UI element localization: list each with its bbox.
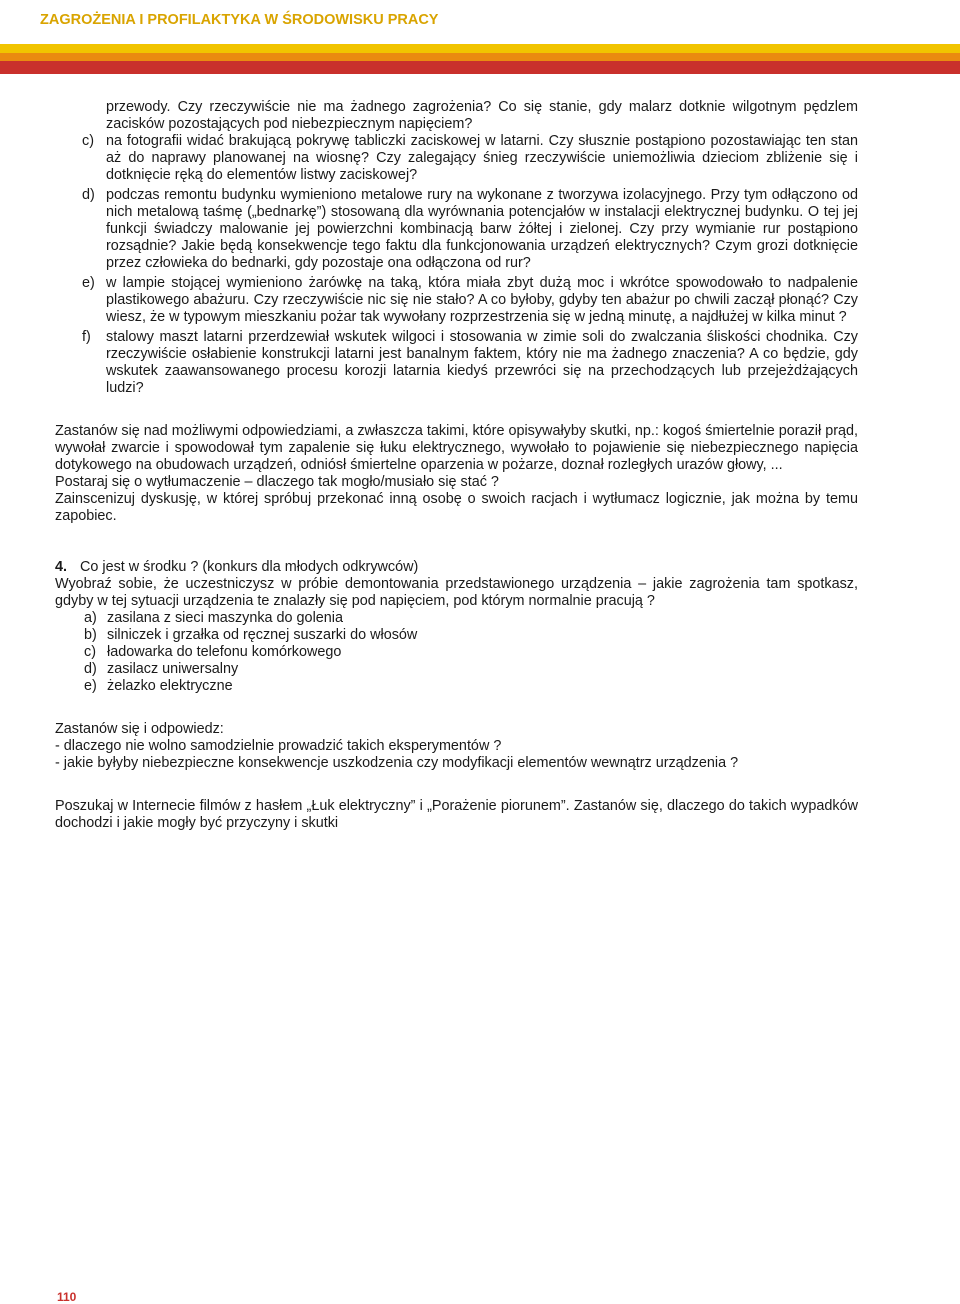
- list-item-f: [55, 329, 858, 397]
- list-item-c: [55, 133, 858, 184]
- search-paragraph: Poszukaj w Internecie filmów z hasłem „Łuk elektryczny” i „Porażenie piorunem”. Zastanów się, dlaczego do takich wypadków dochodzi i jakie mogły być przyczyny i skutki: [55, 798, 858, 831]
- page-content: [55, 99, 858, 832]
- header-band-orange: [0, 53, 960, 61]
- list-item-d: [55, 187, 858, 272]
- task-number: 4.: [55, 559, 68, 575]
- postaraj-line: Postaraj się o wytłumaczenie – dlaczego tak mogło/musiało się stać ?: [55, 474, 499, 490]
- task-title: Co jest w środku ? (konkurs dla młodych odkrywców): [80, 559, 419, 575]
- item-text: zasilacz uniwersalny: [107, 661, 239, 677]
- item-marker: e): [82, 275, 95, 291]
- list-item: [55, 610, 858, 627]
- item-text: podczas remontu budynku wymieniono metalowe rury na wykonane z tworzywa izolacyjnego. Przy tym odłączono od nich metalową taśmę („bednarkę”) stosowaną dla wyrównania potencjałów w instalacji elektrycznej budynku. O tej jej funkcji świadczy malowanie jej powierzchni kombinacją barw żółtej i zielonej. Czy przy wymianie rur postąpiono rozsądnie? Jakie będą konsekwencje tego faktu dla funkcjonowania urządzeń elektrycznych? Czym grozi dotknięcie przez człowieka do bednarki, gdy pozostaje ona odłączona od rur?: [106, 187, 858, 271]
- item-marker: b): [84, 627, 97, 643]
- item-marker: f): [82, 329, 91, 345]
- item-text: w lampie stojącej wymieniono żarówkę na taką, która miała zbyt dużą moc i wkrótce spowodowało to nadpalenie plastikowego abażuru. Czy rzeczywiście nic się nie stało? A co byłoby, gdyby ten abażur po chwili zaczął płonąć? Czy wiesz, że w typowym mieszkaniu pożar tak wywołany rozprzestrzenia się w jedną minutę, a najdłużej w kilka minut ?: [106, 275, 858, 325]
- item-marker: e): [84, 678, 97, 694]
- question-line: - jakie byłyby niebezpieczne konsekwencje uszkodzenia czy modyfikacji elementów wewnątrz urządzenia ?: [55, 755, 739, 771]
- paragraph-b-continuation: przewody. Czy rzeczywiście nie ma żadnego zagrożenia? Co się stanie, gdy malarz dotknie wilgotnym pędzlem zacisków pozostających pod niebezpiecznym napięciem?: [106, 99, 858, 132]
- list-item-e: [55, 275, 858, 326]
- list-item: [55, 661, 858, 678]
- item-text: zasilana z sieci maszynka do golenia: [107, 610, 343, 626]
- device-list: [55, 610, 858, 695]
- list-item: [55, 678, 858, 695]
- page-number: 110: [57, 1290, 77, 1304]
- item-marker: d): [82, 187, 95, 203]
- item-text: ładowarka do telefonu komórkowego: [107, 644, 342, 660]
- task-4-heading: [55, 559, 858, 576]
- header-band-red: [0, 61, 960, 74]
- header-title: ZAGROŻENIA I PROFILAKTYKA W ŚRODOWISKU PRACY: [40, 12, 439, 28]
- item-text: na fotografii widać brakującą pokrywę tabliczki zaciskowej w latarni. Czy słusznie postąpiono pozostawiając ten stan aż do naprawy planowanej na wiosnę? Czy zalegający śnieg rzeczywiście uniemożliwia dzieciom zbliżenie się i dotknięcie ręką do elementów listwy zaciskowej?: [106, 133, 858, 183]
- item-marker: d): [84, 661, 97, 677]
- zainscenizuj-paragraph: Zainscenizuj dyskusję, w której spróbuj przekonać inną osobę o swoich racjach i wytłumacz logicznie, jak można by temu zapobiec.: [55, 491, 858, 524]
- task-4-intro: Wyobraź sobie, że uczestniczysz w próbie demontowania przedstawionego urządzenia – jakie zagrożenia tam spotkasz, gdyby w tej sytuacji urządzenia te znalazły się pod napięciem, pod którym normalnie pracują ?: [55, 576, 858, 609]
- item-marker: a): [84, 610, 97, 626]
- reflect-title: Zastanów się i odpowiedz:: [55, 721, 224, 737]
- item-text: żelazko elektryczne: [107, 678, 233, 694]
- item-marker: c): [82, 133, 94, 149]
- item-marker: c): [84, 644, 96, 660]
- item-text: silniczek i grzałka od ręcznej suszarki do włosów: [107, 627, 418, 643]
- list-item: [55, 644, 858, 661]
- zastanow-paragraph: Zastanów się nad możliwymi odpowiedziami, a zwłaszcza takimi, które opisywałyby skutki, np.: kogoś śmiertelnie poraził prąd, wywołał zwarcie i spowodował tym zapalenie się łuku elektrycznego, wywołało to pojawienie się niebezpiecznego napięcia dotykowego na obudowach urządzeń, odniósł śmiertelne oparzenia w pożarze, doznał rozległych urazów głowy, ...: [55, 423, 858, 473]
- list-item: [55, 627, 858, 644]
- question-line: - dlaczego nie wolno samodzielnie prowadzić takich eksperymentów ?: [55, 738, 502, 754]
- header-band-yellow: [0, 44, 960, 53]
- item-text: stalowy maszt latarni przerdzewiał wskutek wilgoci i stosowania w zimie soli do zwalczania śliskości chodnika. Czy rzeczywiście osłabienie konstrukcji latarni jest banalnym faktem, który nie ma żadnego znaczenia? A co będzie, gdy wskutek zaawansowanego procesu korozji latarnia kiedyś przewróci się na przechodzących lub przejeżdżających ludzi?: [106, 329, 858, 396]
